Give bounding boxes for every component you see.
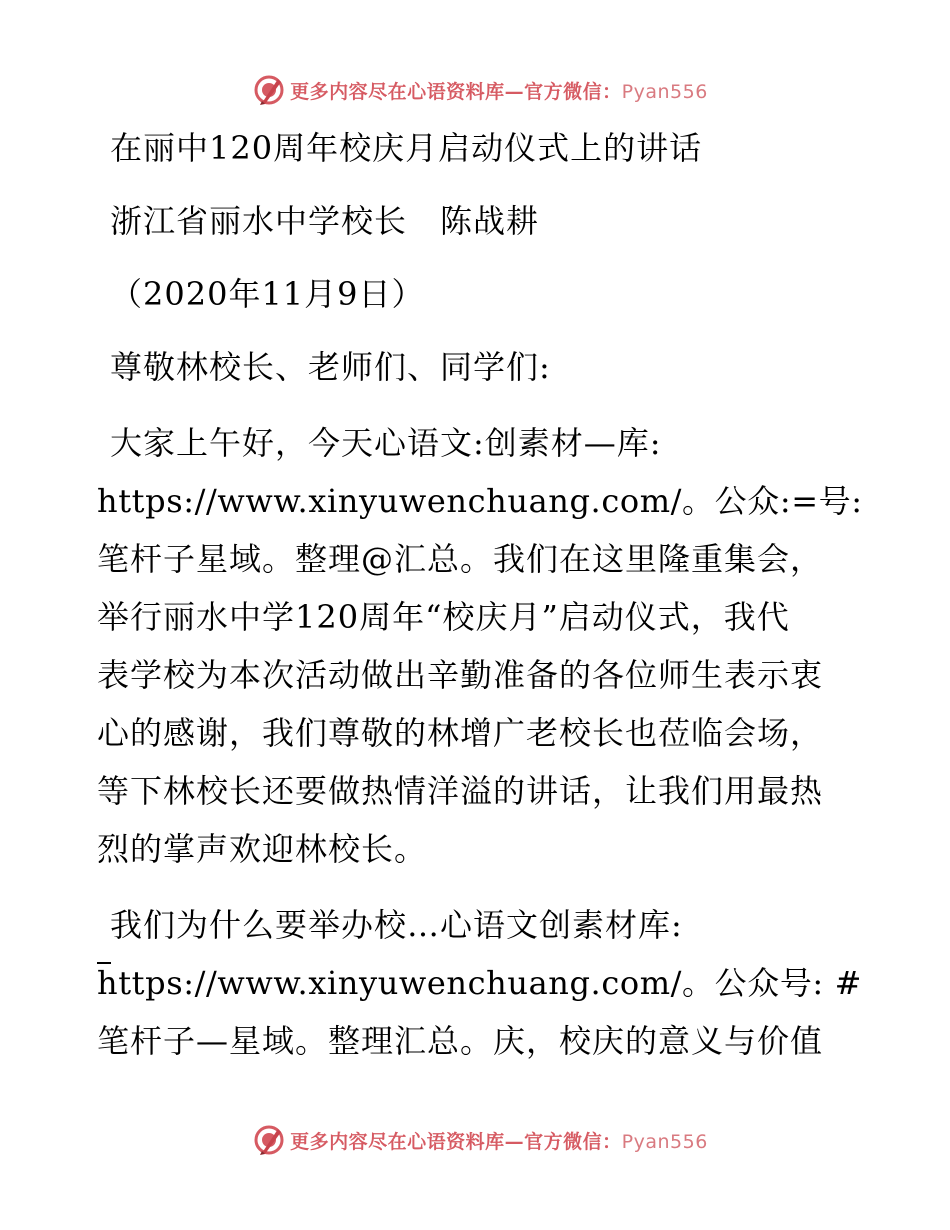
paragraph-2-line-3: 笔杆子—星域。整理汇总。庆，校庆的意义与价值	[97, 1022, 824, 1060]
paragraph-2-line-1: 我们为什么要举办校…心语文创素材库:	[110, 906, 683, 944]
watermark-text: 更多内容尽在心语资料库—官方微信：Pyan556	[290, 80, 708, 103]
document-date: （2020年11月9日）	[110, 275, 425, 313]
wechat-id: Pyan556	[621, 1130, 708, 1153]
paragraph-2-line-2: https://www.xinyuwenchuang.com/。公众号: #	[97, 964, 863, 1002]
paragraph-1-line-6: 心的感谢，我们尊敬的林增广老校长也莅临会场，	[97, 714, 824, 752]
wechat-id: Pyan556	[621, 80, 708, 103]
paragraph-1-line-8: 烈的掌声欢迎林校长。	[97, 830, 428, 868]
watermark-banner-top	[0, 70, 950, 110]
paragraph-1-line-1: 大家上午好，今天心语文:创素材—库:	[110, 424, 662, 462]
watermark-content	[252, 1123, 708, 1157]
watermark-banner-bottom	[0, 1120, 950, 1160]
paragraph-1-line-5: 表学校为本次活动做出辛勤准备的各位师生表示衷	[97, 656, 824, 694]
paragraph-1-line-3: 笔杆子星域。整理@汇总。我们在这里隆重集会，	[97, 540, 824, 578]
pen-logo-icon	[252, 73, 286, 107]
document-author: 浙江省丽水中学校长 陈战耕	[110, 202, 540, 240]
document-title: 在丽中120周年校庆月启动仪式上的讲话	[110, 129, 703, 167]
paragraph-1-line-7: 等下林校长还要做热情洋溢的讲话，让我们用最热	[97, 772, 824, 810]
greeting: 尊敬林校长、老师们、同学们:	[110, 348, 551, 386]
watermark-content	[252, 73, 708, 107]
paragraph-1-line-2: https://www.xinyuwenchuang.com/。公众:=号:	[97, 482, 863, 520]
pen-logo-icon	[252, 1123, 286, 1157]
watermark-text: 更多内容尽在心语资料库—官方微信：Pyan556	[290, 1130, 708, 1153]
paragraph-1-line-4: 举行丽水中学120周年“校庆月”启动仪式，我代	[97, 598, 790, 636]
